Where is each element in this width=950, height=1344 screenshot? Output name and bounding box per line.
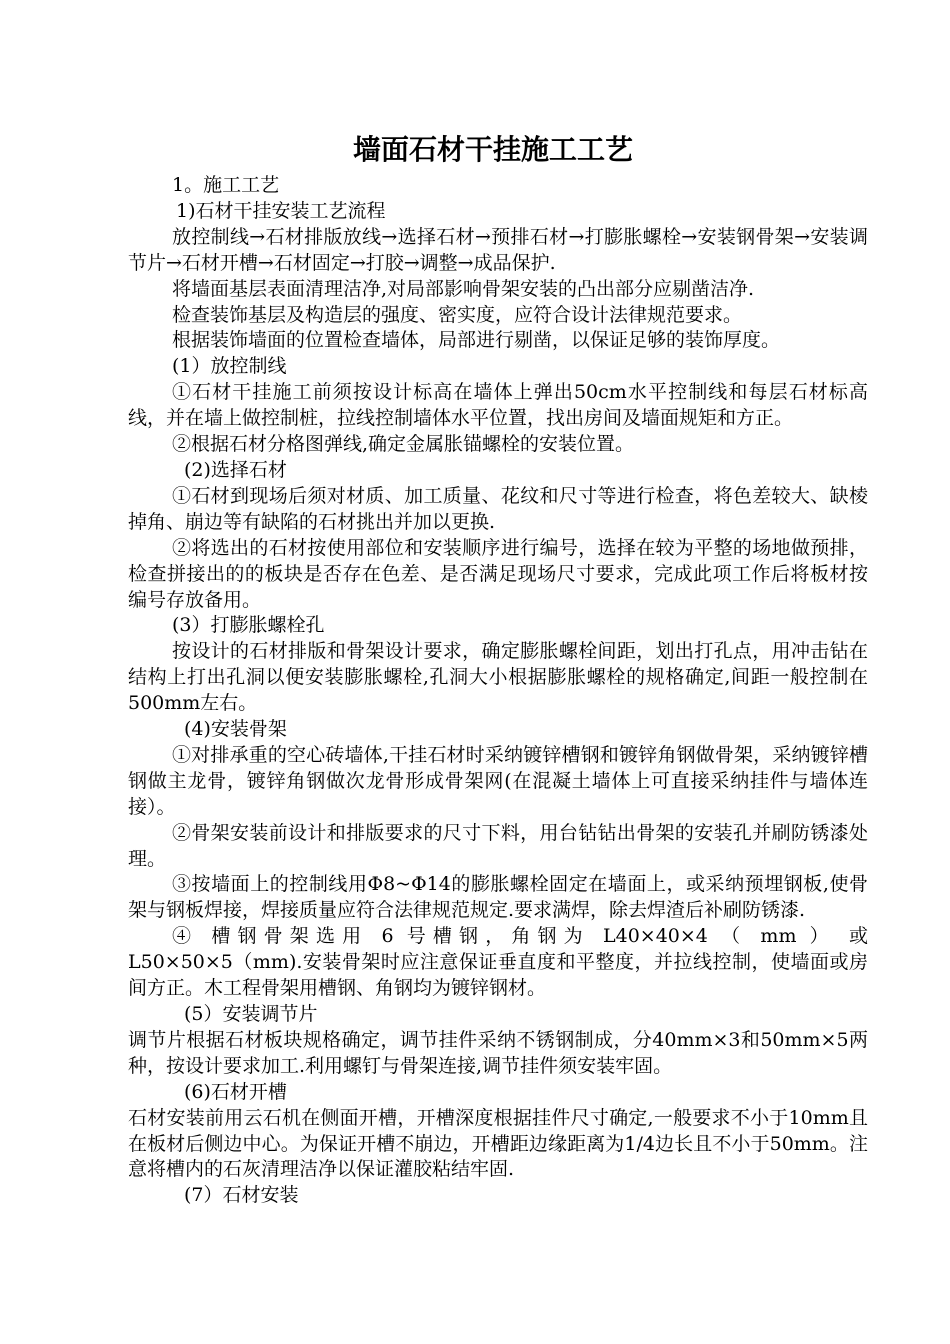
paragraph: (5）安装调节片 (184, 1003, 318, 1025)
paragraph: (7）石材安装 (184, 1184, 299, 1207)
paragraph: ①石材干挂施工前须按设计标高在墙体上弹出50cm水平控制线和每层石材标高线，并在墙上做控制桩，拉线控制墙体水平位置，找出房间及墙面规矩和方正。 (128, 381, 868, 430)
paragraph: 石材安装前用云石机在侧面开槽，开槽深度根据挂件尺寸确定,一般要求不小于10mm且在板材后侧边中心。为保证开槽不崩边，开槽距边缘距离为1/4边长且不小于50mm。注意将槽内的石灰清理洁净以保证灌胶粘结牢固. (128, 1106, 868, 1181)
paragraph: ③按墙面上的控制线用Φ8~Φ14的膨胀螺栓固定在墙面上，或采纳预埋钢板,使骨架与钢板焊接，焊接质量应符合法律规范规定.要求满焊，除去焊渣后补刷防锈漆. (128, 873, 868, 922)
paragraph: 检查装饰基层及构造层的强度、密实度，应符合设计法律规范要求。 (172, 303, 743, 326)
paragraph: ②根据石材分格图弹线,确定金属胀锚螺栓的安装位置。 (172, 433, 635, 456)
document-body (128, 173, 868, 1209)
paragraph: 放控制线→石材排版放线→选择石材→预排石材→打膨胀螺栓→安装钢骨架→安装调节片→石材开槽→石材固定→打胶→调整→成品保护. (128, 225, 868, 274)
paragraph: ①对排承重的空心砖墙体,干挂石材时采纳镀锌槽钢和镀锌角钢做骨架，采纳镀锌槽钢做主龙骨，镀锌角钢做次龙骨形成骨架网(在混凝土墙体上可直接采纳挂件与墙体连接）。 (128, 743, 868, 818)
paragraph: (4)安装骨架 (184, 718, 287, 741)
paragraph: 按设计的石材排版和骨架设计要求，确定膨胀螺栓间距，划出打孔点，用冲击钻在结构上打出孔洞以便安装膨胀螺栓,孔洞大小根据膨胀螺栓的规格确定,间距一般控制在500mm左右。 (128, 640, 868, 715)
paragraph: ①石材到现场后须对材质、加工质量、花纹和尺寸等进行检查，将色差较大、缺棱掉角、崩边等有缺陷的石材挑出并加以更换. (128, 484, 868, 533)
paragraph: 调节片根据石材板块规格确定，调节挂件采纳不锈钢制成，分40mm×3和50mm×5两种，按设计要求加工.利用螺钉与骨架连接,调节挂件须安装牢固。 (128, 1028, 868, 1077)
paragraph: L50×50×5（mm).安装骨架时应注意保证垂直度和平整度，并拉线控制，使墙面或房间方正。木工程骨架用槽钢、角钢均为镀锌钢材。 (128, 951, 868, 1000)
document-title: 墙面石材干挂施工工艺 (352, 133, 633, 166)
paragraph: 1)石材干挂安装工艺流程 (176, 199, 386, 222)
paragraph: (1）放控制线 (172, 355, 287, 378)
paragraph: ②骨架安装前设计和排版要求的尺寸下料，用台钻钻出骨架的安装孔并刷防锈漆处理。 (128, 821, 868, 870)
paragraph: ②将选出的石材按使用部位和安装顺序进行编号，选择在较为平整的场地做预排，检查拼接出的的板块是否存在色差、是否满足现场尺寸要求，完成此项工作后将板材按编号存放备用。 (128, 536, 868, 611)
paragraph: (3）打膨胀螺栓孔 (172, 614, 325, 637)
paragraph: 根据装饰墙面的位置检查墙体，局部进行剔凿，以保证足够的装饰厚度。 (172, 329, 781, 352)
paragraph: (2)选择石材 (184, 458, 287, 481)
paragraph: (6)石材开槽 (184, 1080, 287, 1103)
paragraph: ④ 槽钢骨架选用 6 号槽钢，角钢为 L40×40×4 （ mm ） 或 (172, 925, 868, 948)
paragraph: 1。施工工艺 (172, 174, 280, 196)
paragraph: 将墙面基层表面清理洁净,对局部影响骨架安装的凸出部分应剔凿洁净. (172, 277, 755, 300)
